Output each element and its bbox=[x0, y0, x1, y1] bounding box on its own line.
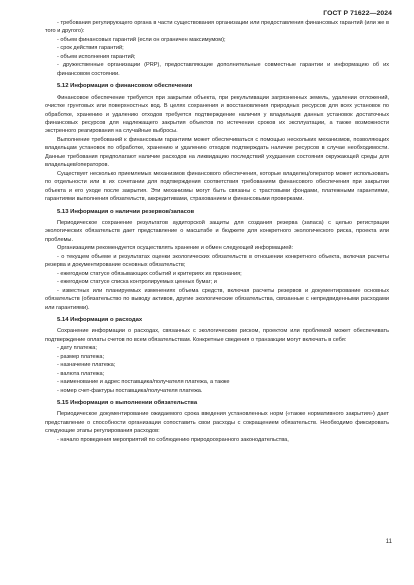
section-heading-5-12: 5.12 Информация о финансовом обеспечении bbox=[57, 83, 193, 90]
list-item: - ежегодном статусе обязывающих событий и критериях их признания; bbox=[57, 270, 242, 277]
list-item: - объем исполнения гарантий; bbox=[57, 53, 136, 60]
list-item: - о текущем объеме и результатах оценки экологических обязательств в отношении конкретного объекта, включая расчеты резерва и документирование основных обязательств; bbox=[45, 253, 389, 269]
standard-number: ГОСТ Р 71622—2024 bbox=[323, 10, 392, 17]
list-item: - дату платежа; bbox=[57, 345, 97, 352]
paragraph: Сохранение информации о расходах, связанных с экологическим риском, проектом или проблемой может обеспечивать подтверждение оплаты счетов по всем обязательствам. Конкретные сведения о транзакции могут включать в себя: bbox=[45, 328, 389, 343]
paragraph: Выполнение требований к финансовым гарантиям может обеспечиваться с помощью нескольких механизмов, позволяющих владельцам установок по обработке, хранению и удалению отходов подтверждать наличие ресурсов в случае необходимости. Данные требования предполагают наличие расходов на ликвидацию последствий ухудшения состояния окружающей среды для владельцев/операторов. bbox=[45, 136, 389, 169]
section-heading-5-14: 5.14 Информация о расходах bbox=[57, 316, 143, 323]
paragraph: Периодическое документирование ожидаемого срока введения установленных норм («также нормативного закрытия») дает представление о способности организации сопоставить свои расходы с сокращением обязательств. Необходимо фиксировать следующие этапы регулирования расходов: bbox=[45, 411, 389, 435]
list-item: - валюта платежа; bbox=[57, 370, 105, 377]
intro-paragraph: - требования регулирующего органа в части существования организации или предоставления финансовых гарантий (или же в того и другого): bbox=[45, 20, 389, 35]
document-body bbox=[45, 19, 389, 444]
list-item: - размер платежа; bbox=[57, 353, 104, 360]
paragraph: Существует несколько приемлемых механизмов финансового обеспечения, которые владелец/оператор может использовать по отдельности или в их сочетании для подтверждения соответствия требованиям финансового обеспечения при закрытии объекта и его уходе после закрытия. Эти механизмы могут быть связаны с трастовыми фондами, платежными гарантиями, гарантиями выполнения обязательств, аккредитивами, страхованием и финансовыми проверками. bbox=[45, 170, 389, 203]
section-heading-5-15: 5.15 Информация о выполнении обязательства bbox=[57, 400, 198, 407]
list-item: - назначение платежа; bbox=[57, 362, 116, 369]
list-item: - номер счет-фактуры поставщика/получателя платежа. bbox=[57, 387, 203, 394]
list-item: - объем финансовых гарантий (если он ограничен максимумом); bbox=[57, 36, 226, 43]
list-item: - дружественные организации (PRP), предоставляющие дополнительные совместные гарантии и информацию об их финансовом состоянии. bbox=[57, 62, 389, 77]
list-item: - наименование и адрес поставщика/получателя платежа, а также bbox=[57, 379, 230, 386]
page-number: 11 bbox=[385, 539, 392, 545]
list-item: - известных или планируемых изменениях объема средств, включая расчеты резервов и документирование основных обязательств (обязательство по выводу активов, другие экологические обязательства, связанные с непредвиденными расходами или гарантиями). bbox=[45, 287, 389, 311]
paragraph: Финансовое обеспечение требуется при закрытии объекта, при рекультивации загрязненных земель, удалении отложений, очистке грунтовых или поверхностных вод. В целях сохранения и восстановления природных ресурсов для всех установок по обработке, хранению и удалению отходов требуется подтверждение наличия у владельцев данных установок достаточных финансовых ресурсов для надлежащего закрытия объектов по истечении сроков их эксплуатации, а также возможности экстренного реагирования на случайные выбросы. bbox=[45, 94, 389, 135]
list-item: - начало проведения мероприятий по соблюдению природоохранного законодательства, bbox=[57, 436, 289, 443]
list-item: - ежегодном статусе списка контролируемых ценных бумаг; и bbox=[57, 279, 217, 286]
list-item: - срок действия гарантий; bbox=[57, 45, 124, 52]
section-heading-5-13: 5.13 Информация о наличии резервов/запасов bbox=[57, 208, 195, 215]
paragraph: Периодическое сохранение результатов аудиторской защиты для создания резерва (запаса) с целью регистрации экологических обязательств дает представление о масштабе и бюджете для конкретного экологического риска, проекта или проблемы. bbox=[45, 219, 389, 243]
paragraph: Организациям рекомендуется осуществлять хранение и обмен следующей информацией: bbox=[57, 245, 294, 252]
